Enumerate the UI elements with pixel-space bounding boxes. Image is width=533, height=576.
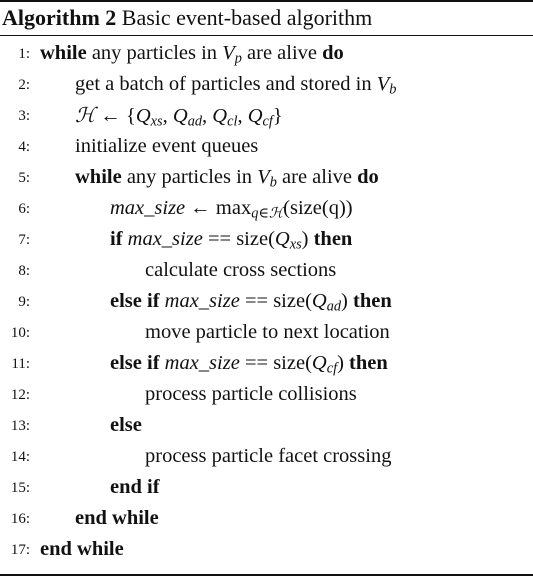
keyword-else-if: else if bbox=[110, 290, 160, 312]
line-code: ℋ ← {$Q_{xs}$, $Q_{ad}$, $Q_{cl}$, $Q_{cf}$} bbox=[75, 103, 283, 130]
keyword-do: do bbox=[357, 166, 379, 188]
keyword-end-if: end if bbox=[110, 476, 160, 498]
math-sub: cf bbox=[326, 360, 338, 377]
line-number: 8: bbox=[18, 263, 30, 279]
math-op: == bbox=[244, 290, 269, 312]
math-var: Q bbox=[311, 352, 327, 374]
statement-text: process particle facet crossing bbox=[145, 445, 392, 467]
line-code bbox=[40, 534, 124, 565]
line-code: else if max_size == $size(Q_{ad})$ then bbox=[110, 290, 392, 315]
math-sub: b bbox=[389, 81, 397, 98]
math-var-max-size: max_size bbox=[164, 290, 240, 312]
math-var: Q bbox=[311, 290, 327, 312]
math-var: V bbox=[257, 166, 270, 188]
math-func: size bbox=[273, 352, 306, 374]
statement-text: calculate cross sections bbox=[145, 259, 337, 281]
line-code bbox=[110, 472, 160, 503]
keyword-else-if: else if bbox=[110, 352, 160, 374]
math-var: Q bbox=[135, 105, 151, 127]
line-number: 5: bbox=[18, 170, 30, 186]
caption-rule bbox=[0, 35, 533, 36]
math-var: V bbox=[222, 42, 235, 64]
math-sub: ad bbox=[187, 113, 203, 130]
keyword-then: then bbox=[349, 352, 388, 374]
math-var-max-size: max_size bbox=[127, 228, 203, 250]
algorithm-title: Basic event-based algorithm bbox=[121, 5, 373, 30]
statement-text: initialize event queues bbox=[75, 135, 259, 157]
assign-arrow: ← bbox=[190, 197, 211, 219]
line-number: 10: bbox=[10, 325, 30, 341]
line-number: 12: bbox=[10, 387, 30, 403]
math-sub: b bbox=[269, 174, 277, 191]
line-code bbox=[75, 131, 258, 162]
top-rule bbox=[0, 0, 533, 2]
math-func: size bbox=[273, 290, 306, 312]
keyword-while: while bbox=[40, 42, 87, 64]
keyword-then: then bbox=[353, 290, 392, 312]
condition-text: any particles in bbox=[126, 166, 253, 188]
line-number: 13: bbox=[10, 418, 30, 434]
line-code bbox=[75, 503, 159, 534]
line-number: 2: bbox=[18, 77, 30, 93]
condition-text-tail: are alive bbox=[282, 166, 353, 188]
condition-text-tail: are alive bbox=[247, 42, 318, 64]
math-arg: (size(q)) bbox=[283, 197, 353, 219]
line-number: 9: bbox=[18, 294, 30, 310]
keyword-while: while bbox=[75, 166, 122, 188]
line-number: 7: bbox=[18, 232, 30, 248]
brace-open: { bbox=[126, 105, 136, 127]
line-code bbox=[75, 69, 396, 100]
line-number: 11: bbox=[11, 356, 30, 372]
keyword-else: else bbox=[110, 414, 142, 436]
math-var: V bbox=[376, 73, 390, 95]
math-op: == bbox=[207, 228, 232, 250]
line-number: 17: bbox=[10, 542, 30, 558]
line-number: 15: bbox=[10, 480, 30, 496]
line-code bbox=[110, 410, 142, 441]
line-number: 4: bbox=[18, 139, 30, 155]
math-sub: xs bbox=[150, 113, 163, 130]
line-number: 14: bbox=[10, 449, 30, 465]
line-code bbox=[110, 193, 353, 224]
math-func-max: max bbox=[215, 197, 252, 219]
line-code bbox=[145, 441, 391, 472]
keyword-if: if bbox=[110, 228, 123, 250]
algorithm-label: Algorithm 2 bbox=[2, 5, 117, 30]
statement-text: get a batch of particles and stored in bbox=[75, 73, 372, 95]
condition-text: any particles in bbox=[91, 42, 218, 64]
math-var: Q bbox=[172, 105, 188, 127]
brace-close: } bbox=[272, 105, 283, 127]
assign-arrow: ← bbox=[100, 105, 121, 127]
line-number: 16: bbox=[10, 511, 30, 527]
math-var: Q bbox=[274, 228, 290, 250]
keyword-end-while: end while bbox=[40, 538, 124, 560]
math-var: Q bbox=[247, 105, 263, 127]
math-sub: xs bbox=[289, 236, 302, 253]
math-sub: cl bbox=[227, 113, 238, 130]
line-code bbox=[40, 38, 344, 69]
math-sub: q∈ℋ bbox=[251, 205, 284, 222]
math-func: size bbox=[236, 228, 269, 250]
keyword-end-while: end while bbox=[75, 507, 159, 529]
line-code: else if max_size == $size(Q_{cf})$ then bbox=[110, 352, 388, 377]
keyword-do: do bbox=[322, 42, 344, 64]
line-number: 1: bbox=[18, 46, 30, 62]
line-code: if max_size == $size(Q_{xs})$ then bbox=[110, 228, 353, 253]
line-code bbox=[145, 379, 357, 410]
math-var-max-size: max_size bbox=[110, 197, 186, 219]
algorithm-caption bbox=[2, 3, 372, 33]
math-set-symbol: ℋ bbox=[75, 103, 96, 127]
math-sub: cf bbox=[262, 113, 273, 130]
line-code bbox=[75, 162, 379, 193]
line-number: 3: bbox=[18, 108, 30, 124]
statement-text: process particle collisions bbox=[145, 383, 357, 405]
math-sub: ad bbox=[326, 298, 342, 315]
line-code bbox=[145, 255, 336, 286]
statement-text: move particle to next location bbox=[145, 321, 390, 343]
keyword-then: then bbox=[313, 228, 353, 250]
math-var: Q bbox=[212, 105, 228, 127]
math-var-max-size: max_size bbox=[164, 352, 240, 374]
math-sub: p bbox=[234, 50, 242, 67]
line-number: 6: bbox=[18, 201, 30, 217]
math-op: == bbox=[244, 352, 269, 374]
line-code bbox=[145, 317, 390, 348]
